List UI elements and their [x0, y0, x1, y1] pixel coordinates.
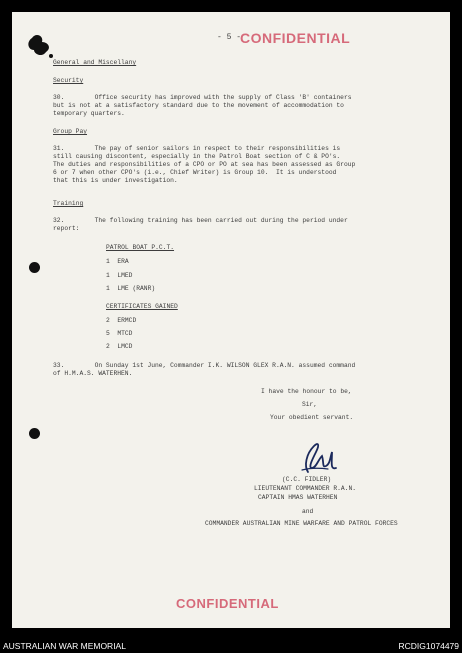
document-page — [12, 12, 450, 628]
pbct-item: 1 ERA — [106, 258, 129, 265]
signatory-rank: LIEUTENANT COMMANDER R.A.N. — [254, 485, 357, 492]
section-heading-general: General and Miscellany — [53, 59, 137, 66]
para-33-line-2: of H.M.A.S. WATERHEN. — [53, 370, 133, 377]
certs-item: 5 MTCD — [106, 330, 133, 337]
footer-source: AUSTRALIAN WAR MEMORIAL — [3, 641, 126, 651]
signatory-title-2: COMMANDER AUSTRALIAN MINE WARFARE AND PATROL FORCES — [205, 520, 398, 527]
section-heading-training: Training — [53, 200, 84, 207]
closing-servant: Your obedient servant. — [270, 414, 354, 421]
para-31-line-2: still causing discontent, especially in the Patrol Boat section of C & PO's. — [53, 153, 341, 160]
handwritten-signature — [294, 438, 340, 476]
para-33-line-1: 33. On Sunday 1st June, Commander I.K. WILSON GLEX R.A.N. assumed command — [53, 362, 356, 369]
para-32-line-2: report: — [53, 225, 80, 232]
closing-honour: I have the honour to be, — [261, 388, 352, 395]
section-heading-security: Security — [53, 77, 84, 84]
confidential-stamp-bottom: CONFIDENTIAL — [176, 596, 279, 611]
para-30-line-3: temporary quarters. — [53, 110, 125, 117]
certs-heading: CERTIFICATES GAINED — [106, 303, 178, 310]
punch-hole-upper — [29, 262, 40, 273]
signatory-name: (C.C. FIDLER) — [282, 476, 332, 483]
pbct-item: 1 LMED — [106, 272, 133, 279]
para-30-line-1: 30. Office security has improved with the supply of Class 'B' containers — [53, 94, 352, 101]
punch-hole-lower — [29, 428, 40, 439]
signatory-title: CAPTAIN HMAS WATERHEN — [258, 494, 338, 501]
para-31-line-1: 31. The pay of senior sailors in respect to their responsibilities is — [53, 145, 341, 152]
ink-blot — [26, 32, 56, 60]
para-32-line-1: 32. The following training has been carried out during the period under — [53, 217, 348, 224]
confidential-stamp-top: CONFIDENTIAL — [240, 30, 351, 46]
page-number: - 5 - — [217, 33, 242, 42]
footer-record-id: RCDIG1074479 — [398, 641, 459, 651]
para-31-line-5: that this is under investigation. — [53, 177, 178, 184]
certs-item: 2 LMCD — [106, 343, 133, 350]
section-heading-group-pay: Group Pay — [53, 128, 88, 135]
signatory-and: and — [302, 508, 314, 515]
para-30-line-2: but is not at a satisfactory standard due to the movement of accommodation to — [53, 102, 344, 109]
para-31-line-4: 6 or 7 when other CPO's (i.e., Chief Writer) is Group 10. It is understood — [53, 169, 337, 176]
para-31-line-3: The duties and responsibilities of a CPO or PO at sea has been assessed as Group — [53, 161, 356, 168]
pbct-item: 1 LME (RANR) — [106, 285, 156, 292]
closing-sir: Sir, — [302, 401, 318, 408]
certs-item: 2 ERMCD — [106, 317, 137, 324]
pbct-heading: PATROL BOAT P.C.T. — [106, 244, 175, 251]
